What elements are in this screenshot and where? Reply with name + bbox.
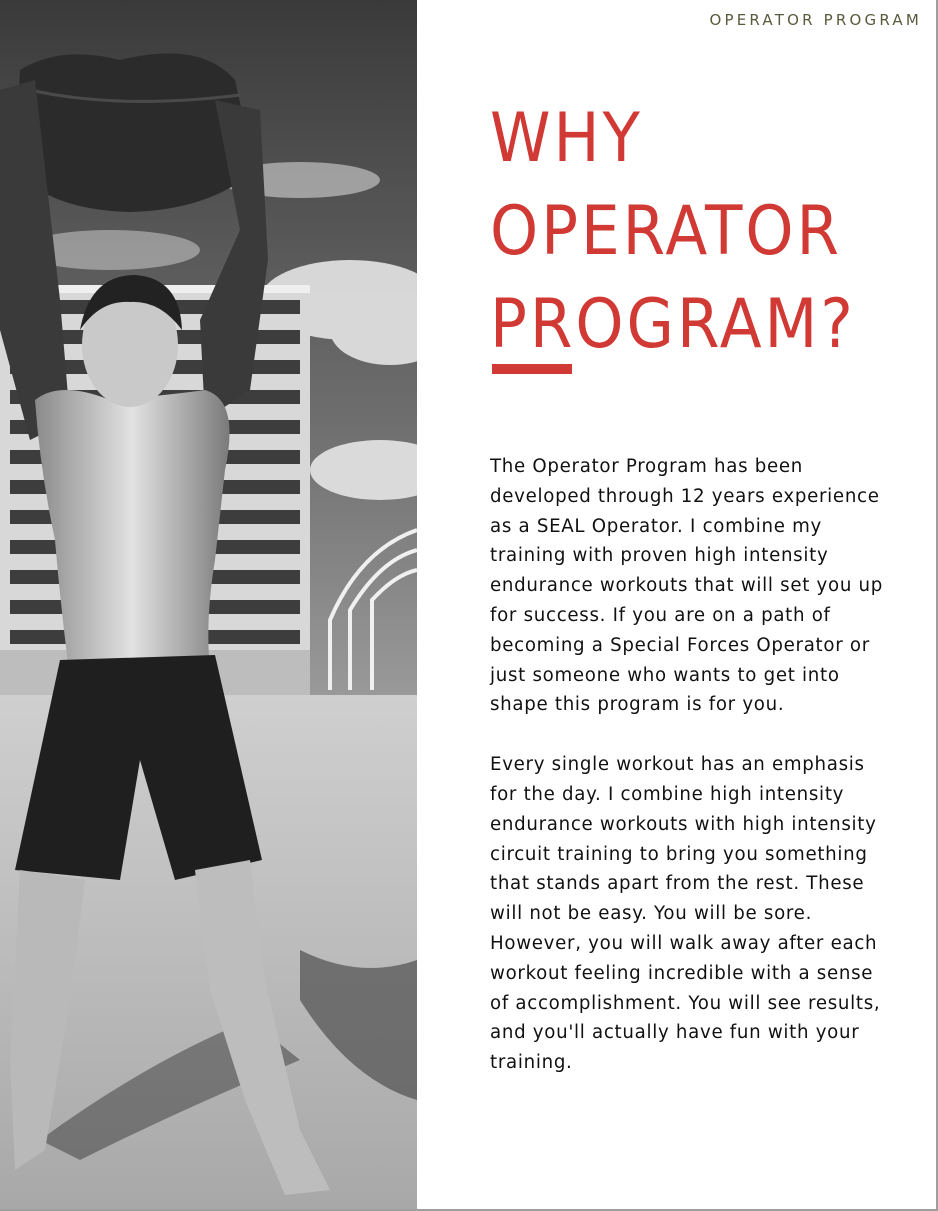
body-text: [490, 452, 890, 1108]
title-accent-bar: [492, 364, 572, 374]
title-line-3: PROGRAM?: [490, 285, 856, 364]
athlete-photo-illustration: [0, 0, 417, 1211]
hero-photo: [0, 0, 417, 1211]
text-column: [417, 0, 938, 1211]
paragraph-1: The Operator Program has been developed through 12 years experience as a SEAL Operator. I combine my training with proven high intensity endurance workouts that will set you up for success. If you are on a path of becoming a Special Forces Operator or just someone who wants to get into shape this program is for you.: [490, 456, 883, 716]
sandbag: [15, 53, 255, 212]
title-line-1: WHY: [490, 99, 643, 178]
running-header: OPERATOR PROGRAM: [709, 11, 922, 29]
title-line-2: OPERATOR: [490, 192, 842, 271]
page-title: [490, 92, 856, 371]
paragraph-2: Every single workout has an emphasis for the day. I combine high intensity endurance workouts with high intensity circuit training to bring you something that stands apart from the rest. These will not be easy. You will be sore. However, you will walk away after each workout feeling incredible with a sense of accomplishment. You will see results, and you'll actually have fun with your training.: [490, 754, 881, 1074]
